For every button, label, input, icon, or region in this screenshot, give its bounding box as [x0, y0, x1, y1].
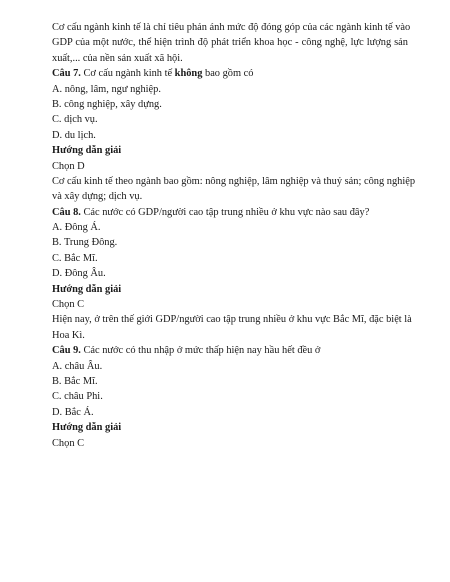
question-7-guide-title-text: Hướng dẫn giải	[52, 145, 122, 157]
question-8-guide-title-text: Hướng dẫn giải	[52, 283, 122, 295]
question-8-option-c: C. Bắc Mĩ.	[52, 252, 98, 264]
question-7-explain-line-1: Cơ cấu kinh tế theo ngành bao gồm: nông nghiệp, lâm nghiệp và thuỷ sản; công nghiệp	[52, 175, 416, 187]
question-9-answer: Chọn C	[52, 437, 85, 449]
question-7-explain-line-2: và xây dựng; dịch vụ.	[52, 191, 143, 203]
intro-line-1: Cơ cấu ngành kinh tế là chỉ tiêu phản ánh mức độ đóng góp của các ngành kinh tế vào	[52, 22, 411, 33]
question-9-option-a: A. châu Âu.	[52, 360, 103, 372]
question-7-stem	[52, 66, 408, 81]
question-7-text-before: Cơ cấu ngành kinh tế	[80, 68, 175, 80]
question-8-explain-line-2: Hoa Kì.	[52, 329, 85, 341]
document-page	[52, 20, 416, 451]
question-8-label: Câu 8.	[52, 206, 81, 218]
question-8-option-b: B. Trung Đông.	[52, 237, 118, 249]
intro-line-2: GDP của một nước, thể hiện trình độ phát triển khoa học - công nghệ, lực lượng sản	[52, 37, 408, 49]
question-9	[52, 343, 408, 451]
intro-paragraph	[52, 20, 411, 66]
question-9-label: Câu 9.	[52, 345, 81, 357]
question-8-option-d: D. Đông Âu.	[52, 268, 106, 280]
question-8-explain-line-1: Hiện nay, ở trên thế giới GDP/người cao tập trung nhiều ở khu vực Bắc Mĩ, đặc biệt là	[52, 314, 412, 326]
question-7-option-c: C. dịch vụ.	[52, 114, 98, 126]
question-8-answer: Chọn C	[52, 299, 85, 311]
question-8-stem	[52, 205, 408, 220]
question-7-option-d: D. du lịch.	[52, 129, 96, 141]
question-9-text: Các nước có thu nhập ở mức thấp hiện nay hầu hết đều ở	[80, 345, 321, 357]
question-7-label: Câu 7.	[52, 68, 81, 80]
question-7-answer: Chọn D	[52, 160, 85, 172]
question-9-stem	[52, 343, 408, 358]
question-9-guide-title-text: Hướng dẫn giải	[52, 422, 122, 434]
question-9-guide-title	[52, 420, 408, 435]
question-8	[52, 205, 412, 344]
question-9-option-d: D. Bắc Á.	[52, 406, 94, 418]
question-7	[52, 66, 416, 205]
question-7-guide-title	[52, 143, 408, 158]
question-9-option-c: C. châu Phi.	[52, 391, 103, 403]
question-8-text: Các nước có GDP/người cao tập trung nhiều ở khu vực nào sau đây?	[80, 206, 370, 218]
question-7-option-a: A. nông, lâm, ngư nghiệp.	[52, 83, 161, 95]
question-7-option-b: B. công nghiệp, xây dựng.	[52, 98, 162, 110]
question-7-text-after: bao gồm có	[202, 68, 254, 80]
question-8-option-a: A. Đông Á.	[52, 222, 101, 234]
question-7-text-bold: không	[174, 68, 203, 80]
question-8-guide-title	[52, 282, 408, 297]
question-9-option-b: B. Bắc Mĩ.	[52, 375, 98, 387]
intro-line-3: xuất,... của nền sản xuất xã hội.	[52, 52, 183, 64]
